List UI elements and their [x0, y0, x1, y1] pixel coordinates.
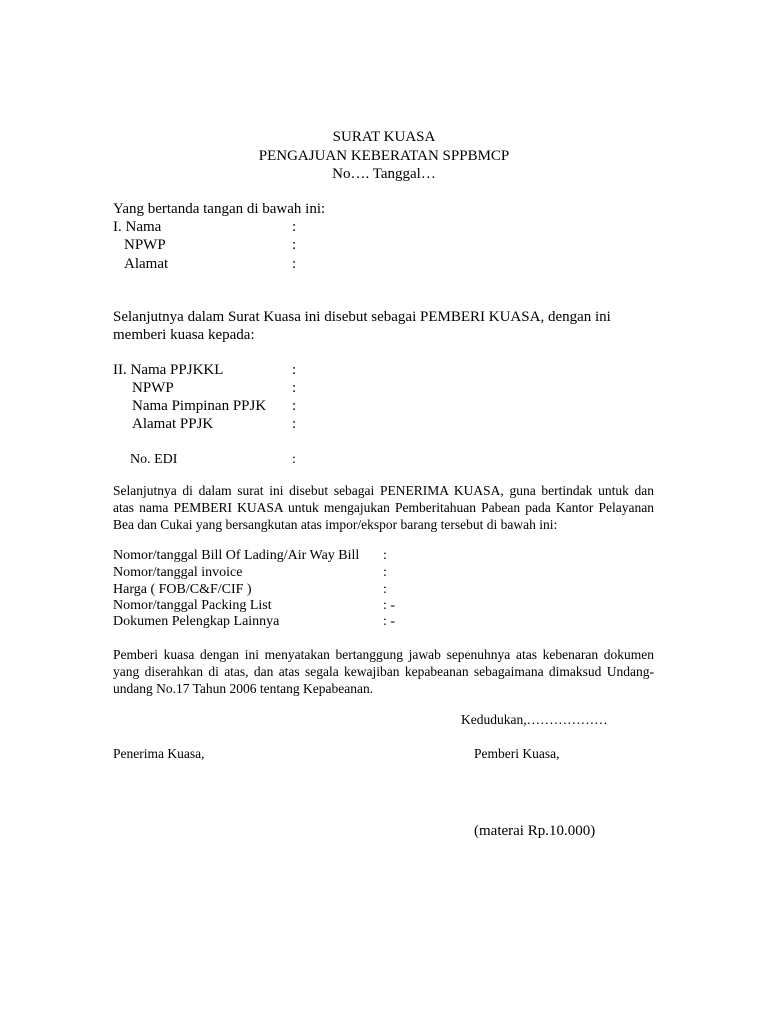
- paragraph-responsibility-line-1: Pemberi kuasa dengan ini menyatakan bertanggung jawab sepenuhnya atas kebenaran dokumen: [113, 647, 654, 662]
- receiver-npwp-label: NPWP: [132, 380, 174, 396]
- giver-address-label: Alamat: [124, 256, 169, 272]
- giver-name-colon: :: [292, 219, 297, 235]
- giver-npwp-label: NPWP: [124, 237, 166, 253]
- document-item-other-docs-value: : -: [383, 614, 396, 629]
- paragraph-giver-designation-line-1: Selanjutnya dalam Surat Kuasa ini disebut sebagai PEMBERI KUASA, dengan ini: [113, 309, 611, 325]
- document-title: SURAT KUASA: [332, 129, 436, 145]
- paragraph-responsibility-line-2: yang diserahkan di atas, dan atas segala kewajiban kepabeanan sebagaimana dimaksud Undang-: [113, 664, 654, 679]
- paragraph-receiver-designation-line-2: atas nama PEMBERI KUASA untuk mengajukan Pemberitahuan Pabean pada Kantor Pelayanan: [113, 500, 654, 515]
- signature-place-date: Kedudukan,………………: [461, 712, 608, 727]
- giver-intro: Yang bertanda tangan di bawah ini:: [113, 201, 326, 217]
- document-item-bill-of-lading-value: :: [383, 548, 387, 563]
- signature-giver-label: Pemberi Kuasa,: [474, 746, 560, 761]
- giver-address-colon: :: [292, 256, 297, 272]
- receiver-edi-colon: :: [292, 452, 296, 467]
- document-item-bill-of-lading-label: Nomor/tanggal Bill Of Lading/Air Way Bill: [113, 548, 360, 563]
- paragraph-receiver-designation-line-3: Bea dan Cukai yang bersangkutan atas impor/ekspor barang tersebut di bawah ini:: [113, 517, 558, 532]
- receiver-name-label: II. Nama PPJKKL: [113, 362, 224, 378]
- document-item-price-label: Harga ( FOB/C&F/CIF ): [113, 582, 252, 597]
- signature-stamp-note: (materai Rp.10.000): [474, 823, 596, 839]
- document-item-invoice-label: Nomor/tanggal invoice: [113, 565, 243, 580]
- receiver-address-colon: :: [292, 416, 297, 432]
- receiver-edi-label: No. EDI: [130, 452, 178, 467]
- receiver-npwp-colon: :: [292, 380, 297, 396]
- paragraph-responsibility-line-3: undang No.17 Tahun 2006 tentang Kepabeanan.: [113, 681, 374, 696]
- receiver-leader-colon: :: [292, 398, 297, 414]
- receiver-name-colon: :: [292, 362, 297, 378]
- document-item-other-docs-label: Dokumen Pelengkap Lainnya: [113, 614, 280, 629]
- document-item-packing-list-label: Nomor/tanggal Packing List: [113, 598, 272, 613]
- document-number-line: No…. Tanggal…: [332, 166, 436, 182]
- giver-name-label: I. Nama: [113, 219, 162, 235]
- document-item-invoice-value: :: [383, 565, 387, 580]
- paragraph-receiver-designation-line-1: Selanjutnya di dalam surat ini disebut sebagai PENERIMA KUASA, guna bertindak untuk dan: [113, 483, 654, 498]
- document-item-packing-list-value: : -: [383, 598, 396, 613]
- document-item-price-value: :: [383, 582, 387, 597]
- signature-receiver-label: Penerima Kuasa,: [113, 746, 205, 761]
- receiver-address-label: Alamat PPJK: [132, 416, 214, 432]
- document-subtitle: PENGAJUAN KEBERATAN SPPBMCP: [258, 148, 510, 164]
- paragraph-giver-designation-line-2: memberi kuasa kepada:: [113, 327, 255, 343]
- receiver-leader-label: Nama Pimpinan PPJK: [132, 398, 267, 414]
- giver-npwp-colon: :: [292, 237, 297, 253]
